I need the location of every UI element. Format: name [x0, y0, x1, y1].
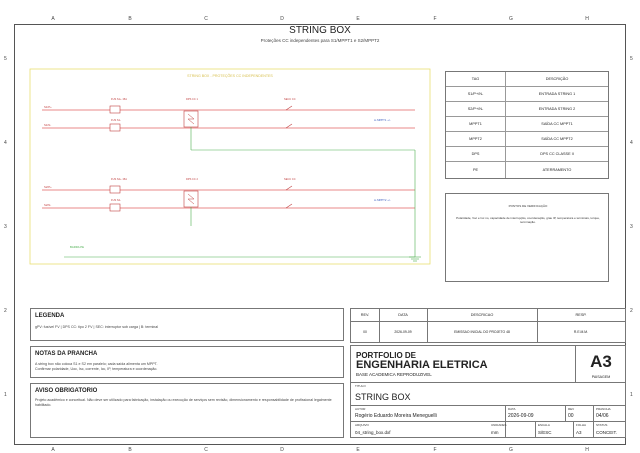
row-marker-2-right: 2	[630, 308, 633, 314]
status-value: CONCEIT.	[596, 430, 618, 435]
unidades-value: mm	[491, 430, 499, 435]
col-marker-g-bottom: G	[509, 447, 513, 453]
circuit-2-switch-neg	[286, 204, 292, 208]
legenda-title: LEGENDA	[35, 313, 65, 319]
row-marker-3: 3	[4, 224, 7, 230]
verification-title: PONTOS DE VERIFICAÇÃO	[508, 204, 548, 208]
escala-value: S/ESC	[538, 430, 552, 435]
row-marker-4: 4	[4, 140, 7, 146]
circuit-2	[42, 177, 415, 211]
revision-header-resp: RESP.	[575, 313, 587, 317]
folha-value: A3	[576, 430, 582, 435]
col-marker-d: D	[280, 16, 284, 22]
orientation: PAISAGEM	[591, 375, 611, 379]
circuit-2-in-neg: S2/N-	[44, 203, 52, 207]
string-box-enclosure	[30, 69, 430, 264]
base-label: BASE ACADEMICA REPRODUZIVEL	[356, 372, 432, 377]
circuit-1-switch-pos	[286, 106, 292, 110]
circuit-1-out-label: to MPPT1 +/-	[374, 118, 391, 122]
circuit-2-switch-pos	[286, 186, 292, 190]
revision-header-rev: REV.	[360, 313, 370, 317]
notas-line-2: Confirmar polaridade, Uoc, Isc, corrente, Icc, IP, temperatura e coordenação.	[35, 367, 158, 371]
revision-header-data: DATA	[398, 313, 408, 317]
col-marker-e: E	[356, 16, 360, 22]
pe-ground	[64, 127, 421, 261]
notas-box	[30, 346, 344, 378]
escala-label: ESCALA	[538, 423, 550, 427]
circuit-1-in-pos: S1/P+	[44, 105, 52, 109]
circuit-2-fuse-neg-label: FUS S2-	[111, 199, 121, 202]
io-table-cell: S2/P+/N-	[446, 102, 506, 117]
block-title: STRING BOX - PROTEÇÕES CC INDEPENDENTES	[187, 74, 273, 78]
verification-box	[445, 193, 609, 282]
col-marker-a: A	[51, 16, 55, 22]
circuit-1-in-neg: S1/N-	[44, 123, 52, 127]
unidades-label: UNIDADES	[491, 423, 507, 427]
legenda-box	[30, 308, 344, 341]
circuit-1-dps-label: DPS CC 1	[186, 98, 198, 101]
rev-label: REV	[568, 407, 575, 411]
notas-title: NOTAS DA PRANCHA	[35, 351, 98, 357]
col-marker-b-bottom: B	[128, 447, 132, 453]
col-marker-f: F	[433, 16, 437, 22]
revision-data: 2026-09-09	[394, 329, 412, 334]
row-marker-5-right: 5	[630, 56, 633, 62]
circuit-2-fuse-pos	[110, 186, 120, 193]
col-marker-f-bottom: F	[433, 447, 437, 453]
verification-text: Polaridade, Voc e Isc no, capacidade de interrupção, coordenação, grau IP, temperatura e terminais, torque, terminação.	[456, 216, 600, 224]
ground-label: BARRA PE	[70, 245, 84, 249]
drawing-title: STRING BOX	[289, 25, 351, 36]
circuit-2-switch-label: SECC CC	[284, 178, 296, 181]
aviso-text: Projeto acadêmico e conceitual. Não deve ser utilizado para fabricação, instalação ou execução de serviços sem revisão, dimensionamento e responsabilidade de profissional legalmente habilitado.	[35, 398, 332, 407]
circuit-1-fuse-pos	[110, 106, 120, 113]
revision-header-descricao: DESCRICAO	[470, 313, 494, 317]
rev-value: 00	[568, 413, 574, 419]
portfolio-label: PORTFOLIO DE	[356, 351, 416, 360]
row-marker-2: 2	[4, 308, 7, 314]
io-table-cell: SAÍDA CC MPPT1	[506, 117, 608, 132]
circuit-1-fuse-pos-label: FUS S1+ 15A	[111, 98, 127, 101]
circuit-2-fuse-neg	[110, 204, 120, 211]
discipline-label: ENGENHARIA ELETRICA	[356, 359, 488, 371]
circuit-2-in-pos: S2/P+	[44, 185, 52, 189]
col-marker-b: B	[128, 16, 132, 22]
io-table-header-tag: TAG	[446, 72, 506, 87]
io-table-header-desc: DESCRIÇÃO	[506, 72, 608, 87]
circuit-1	[42, 97, 415, 131]
data-value: 2026-09-09	[508, 413, 534, 419]
notas-line-1: A string box não coloca S1 e S2 em paralelo; cada saída alimenta um MPPT.	[35, 362, 158, 366]
col-marker-h-bottom: H	[585, 447, 589, 453]
io-table-cell: MPPT2	[446, 132, 506, 147]
revision-table	[350, 308, 626, 343]
col-marker-h: H	[585, 16, 589, 22]
title-block	[350, 345, 626, 438]
sheet-size: A3	[590, 352, 612, 371]
io-table-cell: DPS CC CLASSE II	[506, 147, 608, 162]
col-marker-g: G	[509, 16, 513, 22]
io-table-cell: ATERRAMENTO	[542, 168, 572, 172]
arquivo-value: 04_string_box.dxf	[355, 430, 391, 435]
revision-rev: 00	[363, 329, 367, 334]
aviso-title: AVISO OBRIGATORIO	[35, 388, 98, 394]
row-marker-3-right: 3	[630, 224, 633, 230]
io-table-cell: S1/P+/N-	[446, 87, 506, 102]
legenda-text: gPV: fusível FV | DPS CC: tipo 2 FV | SEC: interruptor sob carga | B: terminal	[35, 325, 159, 329]
io-table-cell: SAÍDA CC MPPT2	[506, 132, 608, 147]
titulo-value: STRING BOX	[355, 392, 411, 402]
row-marker-4-right: 4	[630, 140, 633, 146]
circuit-1-fuse-neg-label: FUS S1-	[111, 119, 121, 122]
revision-resp: R.E.M.M.	[573, 329, 589, 334]
circuit-1-fuse-neg	[110, 124, 120, 131]
titulo-label: TITULO	[355, 384, 366, 388]
row-marker-1: 1	[4, 392, 7, 398]
prancha-value: 04/06	[596, 413, 609, 419]
row-marker-5: 5	[4, 56, 7, 62]
circuit-2-out-label: to MPPT2 +/-	[374, 198, 391, 202]
autor-value: Rogério Eduardo Moreira Meneguelli	[355, 413, 437, 419]
io-table-cell: DPS	[446, 147, 506, 162]
arquivo-label: ARQUIVO	[355, 423, 369, 427]
autor-label: AUTOR	[355, 407, 366, 411]
io-table-cell: MPPT1	[446, 117, 506, 132]
row-marker-1-right: 1	[630, 392, 633, 398]
io-table	[445, 71, 609, 179]
circuit-1-switch-label: SECC CC	[284, 98, 296, 101]
folha-label: FOLHA	[576, 423, 587, 427]
data-label: DATA	[508, 407, 516, 411]
col-marker-a-bottom: A	[51, 447, 55, 453]
drawing-subtitle: Proteções CC independentes para S1/MPPT1 e S2/MPPT2	[260, 38, 380, 43]
prancha-label: PRANCHA	[596, 407, 611, 411]
circuit-2-dps-label: DPS CC 2	[186, 178, 198, 181]
revision-descricao: EMISSAO INICIAL DO PROJETO 48	[454, 329, 510, 334]
circuit-2-fuse-pos-label: FUS S2+ 15A	[111, 178, 127, 181]
io-table-cell: ENTRADA STRING 1	[506, 87, 608, 102]
status-label: STATUS	[596, 423, 608, 427]
col-marker-e-bottom: E	[356, 447, 360, 453]
io-table-cell: PE	[446, 162, 506, 178]
col-marker-c: C	[204, 16, 208, 22]
aviso-box	[30, 383, 344, 438]
circuit-1-switch-neg	[286, 124, 292, 128]
col-marker-d-bottom: D	[280, 447, 284, 453]
col-marker-c-bottom: C	[204, 447, 208, 453]
io-table-cell: ENTRADA STRING 2	[506, 102, 608, 117]
